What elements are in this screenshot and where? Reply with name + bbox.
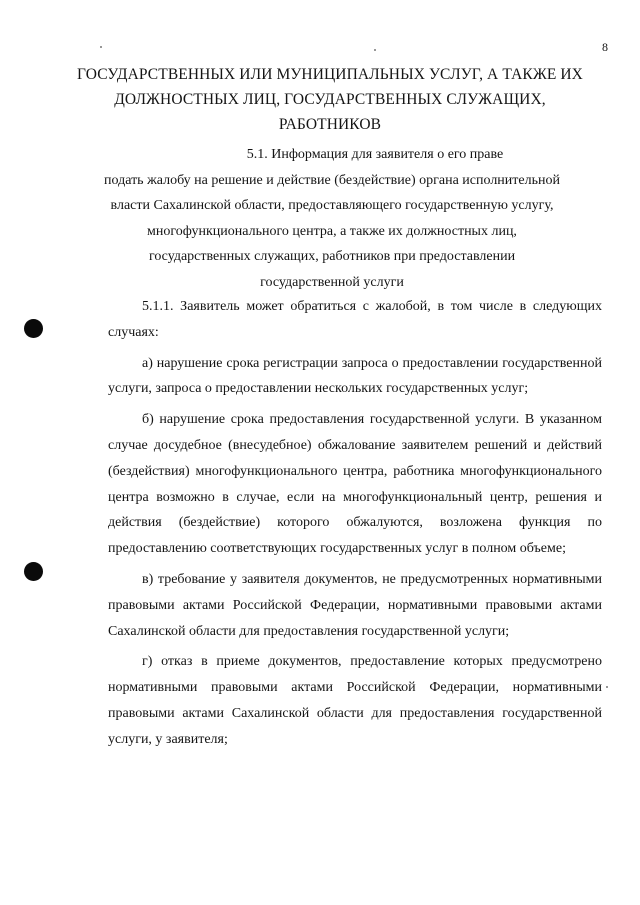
paragraph: а) нарушение срока регистрации запроса о предоставлении государственной услуги, запроса о предоставлении нескольких государственных услуг; xyxy=(108,355,602,397)
subsection-title xyxy=(104,142,560,295)
subsection-title-rest: подать жалобу на решение и действие (бездействие) органа исполнительной власти Сахалинской области, предоставляющего государственную услугу, многофункционального центра, а также их должностных лиц, государственных служащих, работников при предоставлении государственной услуги xyxy=(104,172,560,290)
heading-line: ДОЛЖНОСТНЫХ ЛИЦ, ГОСУДАРСТВЕННЫХ СЛУЖАЩИХ, xyxy=(114,91,546,108)
scan-speck xyxy=(374,49,376,51)
paragraph: в) требование у заявителя документов, не предусмотренных нормативными правовыми актами Российской Федерации, нормативными правовыми актами Сахалинской области для предоставления государственной услуги; xyxy=(108,571,602,639)
paragraph: 5.1.1. Заявитель может обратиться с жалобой, в том числе в следующих случаях: xyxy=(108,299,602,340)
punch-hole xyxy=(24,562,43,581)
paragraph: б) нарушение срока предоставления государственной услуги. В указанном случае досудебное (внесудебное) обжалование заявителем решений и действий (бездействия) многофункционального центра, работника многофункционального центра возможно в случае, если на многофункциональный центр, решения и действия (бездействие) которого обжалуются, возложена функция по предоставлению соответствующих государственных услуг в полном объеме; xyxy=(108,412,602,557)
body-text xyxy=(108,294,602,758)
paragraph: г) отказ в приеме документов, предоставление которых предусмотрено нормативными правовыми актами Российской Федерации, нормативными правовыми актами Сахалинской области для предоставления государственной услуги, у заявителя; xyxy=(108,654,602,747)
subsection-title-first-line: 5.1. Информация для заявителя о его праве xyxy=(246,147,504,162)
punch-hole xyxy=(24,319,43,338)
heading-line: РАБОТНИКОВ xyxy=(278,116,382,133)
page-number: 8 xyxy=(602,40,608,54)
heading-line: ГОСУДАРСТВЕННЫХ ИЛИ МУНИЦИПАЛЬНЫХ УСЛУГ, А ТАКЖЕ ИХ xyxy=(77,66,583,83)
section-heading xyxy=(60,62,600,137)
scan-speck xyxy=(606,686,608,688)
scan-speck xyxy=(100,46,102,48)
